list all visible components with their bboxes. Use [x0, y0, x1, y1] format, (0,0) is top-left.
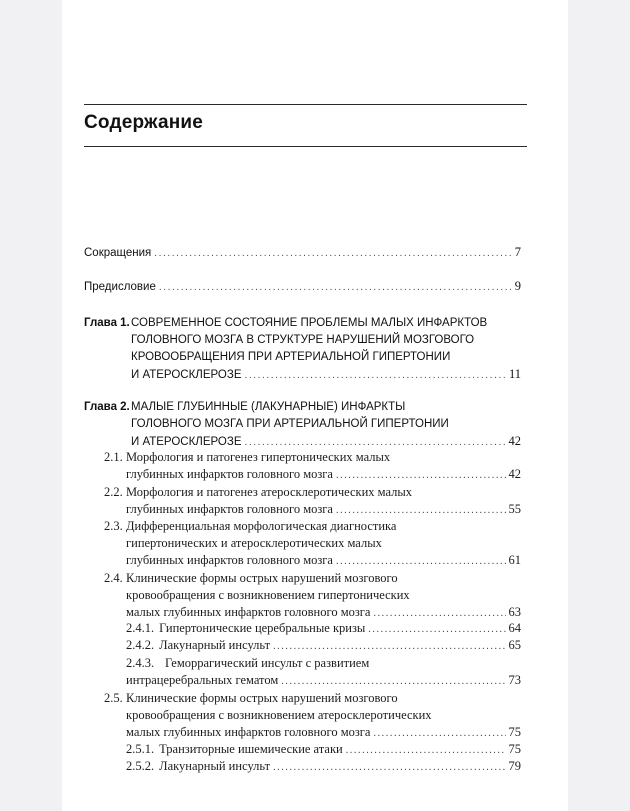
section-number: 2.5.2. — [126, 759, 155, 773]
toc-page-number: 42 — [508, 434, 521, 448]
section-title-last-line — [126, 552, 521, 570]
title-underline — [84, 146, 527, 147]
toc-page-number: 63 — [508, 605, 521, 619]
leader-dots — [336, 553, 506, 570]
chapter-title-line: СОВРЕМЕННОЕ СОСТОЯНИЕ ПРОБЛЕМЫ МАЛЫХ ИНФАРКТОВ — [131, 317, 488, 329]
toc-page-number: 79 — [508, 759, 521, 773]
section-title-line: гипертонических и атеросклеротических малых — [126, 536, 382, 550]
section-number: 2.4.1. — [126, 621, 155, 635]
leader-dots — [273, 759, 505, 776]
chapter-title-line: КРОВООБРАЩЕНИЯ ПРИ АРТЕРИАЛЬНОЙ ГИПЕРТОНИИ — [131, 351, 451, 363]
chapter-title-line: И АТЕРОСКЛЕРОЗЕ — [131, 369, 242, 381]
page-title: Содержание — [84, 112, 204, 133]
toc-page-number: 65 — [508, 638, 521, 652]
toc-subsection-2-5-2[interactable] — [126, 758, 521, 776]
section-title-line: Транзиторные ишемические атаки — [159, 742, 343, 756]
toc-page-number: 7 — [514, 245, 521, 259]
section-title-line: Лакунарный инсульт — [159, 638, 271, 652]
toc-page-number: 9 — [514, 279, 521, 293]
toc-entry-abbreviations[interactable] — [84, 244, 521, 262]
section-title-last-line — [126, 724, 521, 742]
chapter-title-last-line — [131, 366, 521, 384]
section-title-line: интрацеребральных гематом — [126, 673, 279, 687]
book-page — [62, 0, 568, 811]
toc-page-number: 75 — [508, 725, 521, 739]
section-title-line: Морфология и патогенез гипертонических малых — [126, 450, 391, 464]
toc-entry-text: Предисловие — [84, 281, 156, 293]
section-title-line: Дифференциальная морфологическая диагностика — [126, 519, 397, 533]
toc-entry-text: Сокращения — [84, 247, 152, 259]
leader-dots — [245, 367, 506, 384]
toc-page-number: 61 — [508, 553, 521, 567]
leader-dots — [159, 279, 512, 296]
section-number: 2.5. — [104, 691, 123, 705]
section-title-line: кровообращения с возникновением атеросклеротических — [126, 708, 432, 722]
section-title-line: глубинных инфарктов головного мозга — [126, 553, 333, 567]
leader-dots — [336, 502, 506, 519]
section-title-line: Клинические формы острых нарушений мозгового — [126, 571, 398, 585]
section-number: 2.4. — [104, 571, 123, 585]
section-title-line: малых глубинных инфарктов головного мозга — [126, 725, 371, 739]
leader-dots — [373, 725, 505, 742]
section-number: 2.3. — [104, 519, 123, 533]
leader-dots — [368, 621, 505, 638]
toc-page-number: 75 — [508, 742, 521, 756]
section-title-line: Лакунарный инсульт — [159, 759, 271, 773]
toc-page-number: 42 — [508, 467, 521, 481]
section-title-last-line — [126, 672, 521, 690]
chapter-label: Глава 1. — [84, 317, 130, 329]
leader-dots — [346, 742, 506, 759]
chapter-title-line: И АТЕРОСКЛЕРОЗЕ — [131, 436, 242, 448]
leader-dots — [154, 245, 511, 262]
chapter-title-line: ГОЛОВНОГО МОЗГА ПРИ АРТЕРИАЛЬНОЙ ГИПЕРТОНИИ — [131, 418, 449, 430]
leader-dots — [281, 673, 505, 690]
toc-subsection-2-4-1[interactable] — [126, 620, 521, 638]
section-number: 2.5.1. — [126, 742, 155, 756]
chapter-label: Глава 2. — [84, 401, 130, 413]
section-title-line: Клинические формы острых нарушений мозгового — [126, 691, 398, 705]
section-title-line: глубинных инфарктов головного мозга — [126, 467, 333, 481]
toc-page-number: 11 — [508, 367, 521, 381]
toc-subsection-2-5-1[interactable] — [126, 741, 521, 759]
section-title-line: Гипертонические церебральные кризы — [159, 621, 366, 635]
section-title-line: Морфология и патогенез атеросклеротических малых — [126, 485, 413, 499]
section-title-line: глубинных инфарктов головного мозга — [126, 502, 333, 516]
section-number: 2.4.2. — [126, 638, 155, 652]
section-title-last-line — [126, 501, 521, 519]
chapter-title-line: ГОЛОВНОГО МОЗГА В СТРУКТУРЕ НАРУШЕНИЙ МОЗГОВОГО — [131, 334, 475, 346]
section-number: 2.2. — [104, 485, 123, 499]
toc-page-number: 64 — [508, 621, 521, 635]
leader-dots — [273, 638, 505, 655]
toc-page-number: 55 — [508, 502, 521, 516]
section-number: 2.4.3. — [126, 656, 155, 670]
top-rule — [84, 104, 527, 105]
toc-entry-preface[interactable] — [84, 278, 521, 296]
section-title-line: малых глубинных инфарктов головного мозга — [126, 605, 371, 619]
section-number: 2.1. — [104, 450, 123, 464]
section-title-line: Геморрагический инсульт с развитием — [165, 656, 370, 670]
toc-page-number: 73 — [508, 673, 521, 687]
chapter-title-line: МАЛЫЕ ГЛУБИННЫЕ (ЛАКУНАРНЫЕ) ИНФАРКТЫ — [131, 401, 406, 413]
section-title-last-line — [126, 466, 521, 484]
toc-subsection-2-4-2[interactable] — [126, 637, 521, 655]
leader-dots — [336, 467, 506, 484]
section-title-line: кровообращения с возникновением гипертонических — [126, 588, 410, 602]
